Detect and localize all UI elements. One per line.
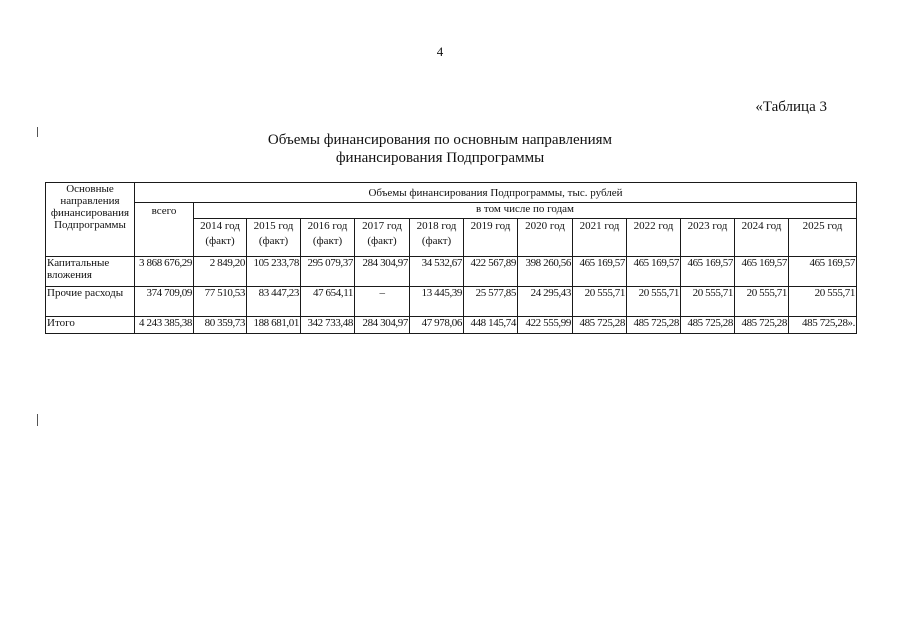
row-value: – [355,287,410,317]
year-header [355,219,410,257]
row-value: 20 555,71 [789,287,857,317]
row-value: 485 725,28 [627,317,681,334]
year-header [735,219,789,257]
row-value: 20 555,71 [573,287,627,317]
financing-table [45,182,857,334]
row-total: 374 709,09 [135,287,194,317]
row-value: 25 577,85 [464,287,518,317]
year-label: 2020 год [525,220,565,232]
year-label: 2019 год [470,220,511,232]
row-value: 295 079,37 [301,257,355,287]
year-header [573,219,627,257]
year-header [410,219,464,257]
table-row-other [46,287,857,317]
year-label: 2015 год [253,220,294,232]
row-value: 13 445,39 [410,287,464,317]
year-label: 2022 год [633,220,674,232]
margin-mark-bottom [37,414,38,426]
row-value: 398 260,56 [518,257,573,287]
table-label: «Таблица 3 [755,99,827,115]
year-label: 2018 год [416,220,457,232]
year-note: (факт) [367,235,397,247]
row-value: 485 725,28 [573,317,627,334]
year-note: (факт) [421,235,452,247]
row-value: 448 145,74 [464,317,518,334]
row-value: 105 233,78 [247,257,301,287]
year-header [247,219,301,257]
row-total: 4 243 385,38 [135,317,194,334]
row-value: 465 169,57 [627,257,681,287]
by-years-header: в том числе по годам [194,203,857,219]
row-value: 77 510,53 [194,287,247,317]
row-value: 422 555,99 [518,317,573,334]
year-header [681,219,735,257]
main-header: Объемы финансирования Подпрограммы, тыс. рублей [135,183,857,203]
row-value: 20 555,71 [735,287,789,317]
year-header [789,219,857,257]
row-value: 465 169,57 [573,257,627,287]
year-label: 2016 год [307,220,348,232]
margin-mark-top [37,127,38,137]
year-label: 2025 год [802,220,843,232]
row-value: 485 725,28 [681,317,735,334]
row-value: 80 359,73 [194,317,247,334]
year-header [518,219,573,257]
row-value: 20 555,71 [681,287,735,317]
year-label: 2017 год [362,220,402,232]
row-value: 47 654,11 [301,287,355,317]
document-title-line-1: Объемы финансирования по основным направлениям [267,132,613,148]
year-note: (факт) [205,235,235,247]
row-value: 34 532,67 [410,257,464,287]
table-row-total [46,317,857,334]
row-value: 284 304,97 [355,257,410,287]
row-total: 3 868 676,29 [135,257,194,287]
row-value: 342 733,48 [301,317,355,334]
row-value: 465 169,57 [735,257,789,287]
year-header [194,219,247,257]
row-value: 485 725,28 [735,317,789,334]
year-label: 2021 год [579,220,620,232]
row-value: 485 725,28». [789,317,857,334]
row-value: 24 295,43 [518,287,573,317]
year-header [464,219,518,257]
year-note: (факт) [312,235,343,247]
row-value: 188 681,01 [247,317,301,334]
row-label: Итого [46,317,135,334]
row-value: 47 978,06 [410,317,464,334]
page-number: 4 [436,44,444,59]
year-note: (факт) [258,235,289,247]
year-label: 2014 год [200,220,240,232]
row-value: 20 555,71 [627,287,681,317]
year-header [627,219,681,257]
row-label: Капитальные вложения [46,257,135,287]
row-value: 465 169,57 [681,257,735,287]
year-header [301,219,355,257]
row-value: 422 567,89 [464,257,518,287]
corner-header: Основные направления финансирования Подпрограммы [46,183,135,257]
table-row-capital [46,257,857,287]
row-value: 83 447,23 [247,287,301,317]
row-value: 465 169,57 [789,257,857,287]
row-label: Прочие расходы [46,287,135,317]
total-header: всего [135,203,194,257]
row-value: 284 304,97 [355,317,410,334]
year-label: 2023 год [687,220,728,232]
row-value: 2 849,20 [194,257,247,287]
year-label: 2024 год [741,220,782,232]
document-title-line-2: финансирования Подпрограммы [335,150,545,166]
document-title [0,131,880,167]
